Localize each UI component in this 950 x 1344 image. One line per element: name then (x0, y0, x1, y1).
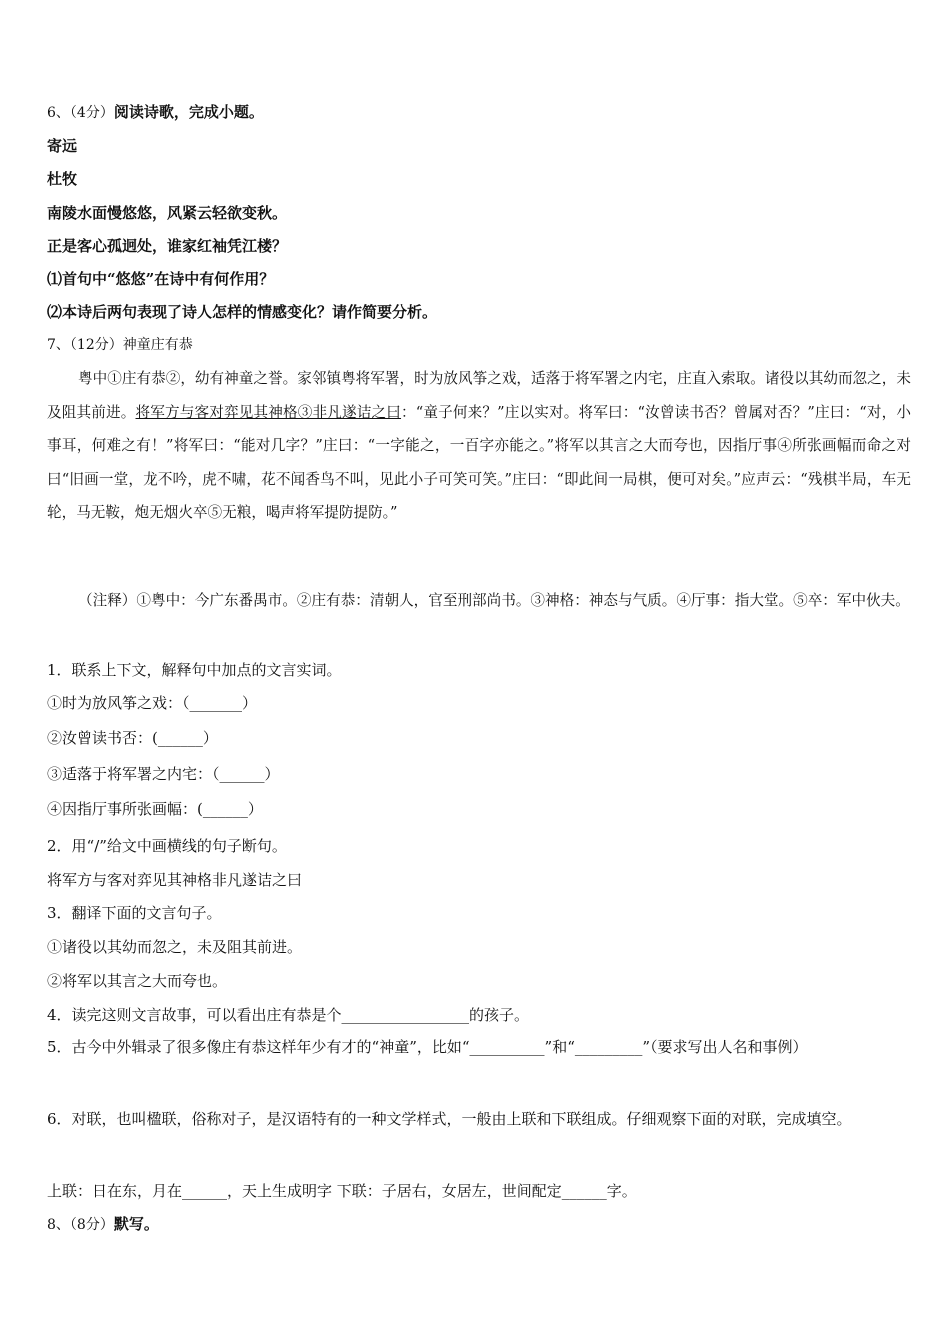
q7-sub3-b: ②将军以其言之大而夸也。 (47, 972, 228, 990)
q7-sub6-couplet: 上联：日在东，月在______，天上生成明字 下联：子居右，女居左，世间配定______字。 (47, 1182, 637, 1200)
q6-header: 6、（4分）阅读诗歌，完成小题。 (47, 103, 264, 121)
q7-sub1-d: ④因指厅事所张画幅：(______） (47, 800, 263, 818)
poet-name: 杜牧 (47, 170, 78, 188)
q7-sub3: 3．翻译下面的文言句子。 (47, 904, 222, 922)
q7-header: 7、（12分）神童庄有恭 (47, 337, 193, 353)
q7-sub2: 2．用“/”给文中画横线的句子断句。 (47, 837, 287, 855)
poem-title: 寄远 (47, 137, 78, 155)
q7-sub5: 5．古今中外辑录了很多像庄有恭这样年少有才的“神童”，比如“__________”和“_________”（要求写出人名和事例） (47, 1038, 808, 1056)
q7-sub1-c: ③适落于将军署之内宅：（______） (47, 765, 280, 783)
q6-subquestion-1: ⑴首句中“悠悠”在诗中有何作用？ (47, 270, 275, 288)
q7-sub3-a: ①诸役以其幼而忽之，未及阻其前进。 (47, 938, 303, 956)
q6-subquestion-2: ⑵本诗后两句表现了诗人怎样的情感变化？请作简要分析。 (47, 303, 438, 321)
q7-sub1-b: ②汝曾读书否：(______） (47, 729, 218, 747)
q7-passage: 粤中①庄有恭②，幼有神童之誉。家邻镇粤将军署，时为放风筝之戏，适落于将军署之内宅，庄直入索取。诸役以其幼而忽之，未及阻其前进。将军方与客对弈见其神格③非凡遂诘之曰：“童子何来？”庄以实对。将军曰：“汝曾读书否？曾属对否？”庄曰：“对，小事耳，何难之有！”将军曰：“能对几字？”庄曰：“一字能之，一百字亦能之。”将军以其言之大而夸也，因指厅事④所张画幅而命之对曰“旧画一堂，龙不吟，虎不啸，花不闻香鸟不叫，见此小子可笑可笑。”庄曰：“即此间一局棋，便可对矣。”应声云：“残棋半局，车无轮，马无鞍，炮无烟火卒⑤无粮，喝声将军提防提防。” (47, 370, 911, 521)
q7-sub1: 1．联系上下文，解释句中加点的文言实词。 (47, 661, 342, 679)
q7-sub6: 6．对联，也叫楹联，俗称对子，是汉语特有的一种文学样式，一般由上联和下联组成。仔细观察下面的对联，完成填空。 (47, 1110, 852, 1128)
underlined-sentence: 将军方与客对弈见其神格③非凡遂诘之曰 (135, 403, 402, 421)
poem-line-2: 正是客心孤迥处，谁家红袖凭江楼？ (47, 237, 288, 255)
q7-sub1-a: ①时为放风筝之戏：（_______） (47, 694, 258, 712)
q7-notes: （注释）①粤中：今广东番禺市。②庄有恭：清朝人，官至刑部尚书。③神格：神态与气质。④厅事：指大堂。⑤卒：军中伙夫。 (78, 592, 910, 609)
q7-sub2-sentence: 将军方与客对弈见其神格非凡遂诘之曰 (47, 871, 303, 889)
q8-header: 8、（8分）默写。 (47, 1215, 159, 1233)
poem-line-1: 南陵水面慢悠悠，风紧云轻欲变秋。 (47, 204, 288, 222)
q7-sub4: 4．读完这则文言故事，可以看出庄有恭是个_________________的孩子。 (47, 1006, 530, 1024)
